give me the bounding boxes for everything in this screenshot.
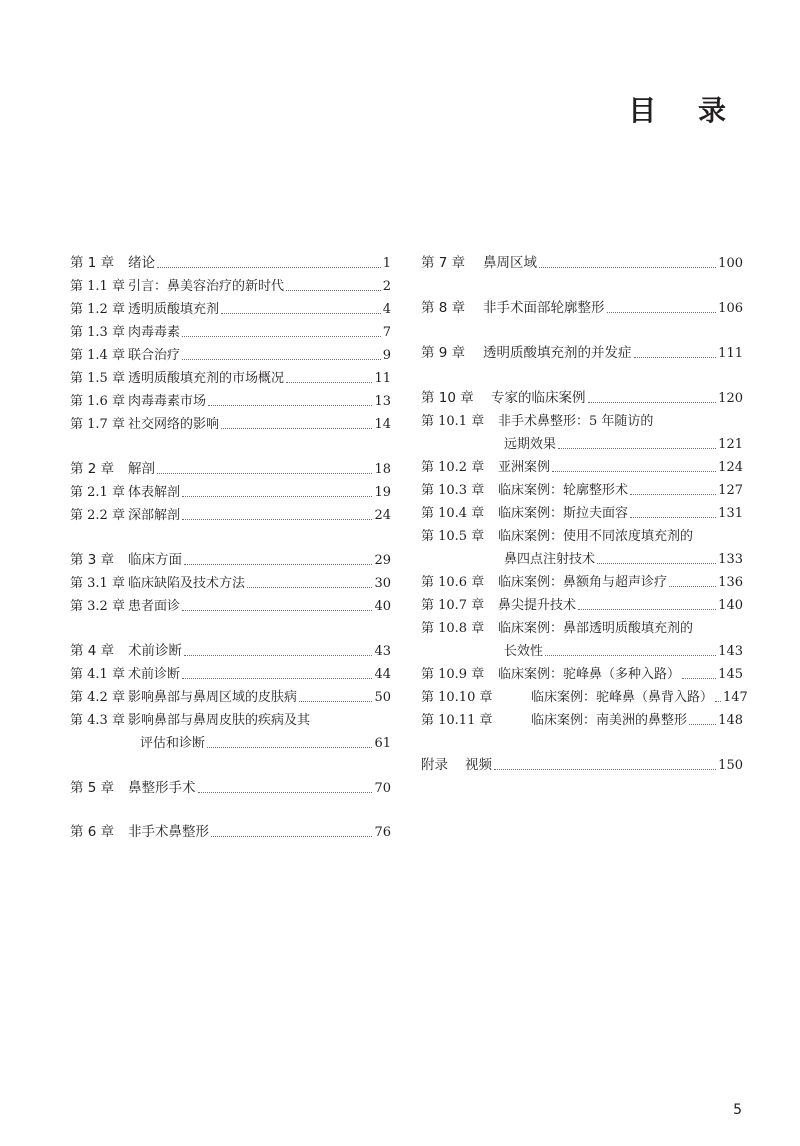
- dot-leader: [715, 701, 721, 702]
- section-title: 联合治疗: [128, 348, 181, 363]
- dot-leader: [286, 382, 372, 383]
- dot-leader: [630, 517, 716, 518]
- section-number: 第 2.2 章: [70, 508, 125, 523]
- toc-entry-chapter-4[interactable]: [70, 640, 391, 663]
- section-number: 第 3.1 章: [70, 576, 125, 591]
- dot-leader: [207, 747, 372, 748]
- section-title-continued: 评估和诊断: [140, 736, 206, 751]
- section-number: 第 10.6 章: [421, 575, 485, 590]
- page-ref: 140: [718, 598, 743, 613]
- toc-entry-appendix[interactable]: [421, 754, 743, 777]
- chapter-number: 第 3 章: [70, 552, 115, 568]
- section-title: 影响鼻部与鼻周皮肤的疾病及其: [128, 713, 311, 728]
- section-number: 第 10.3 章: [421, 483, 485, 498]
- dot-leader: [208, 405, 372, 406]
- chapter-title: 非手术鼻整形: [128, 824, 209, 840]
- toc-entry-section[interactable]: [421, 479, 743, 502]
- dot-leader: [198, 792, 373, 793]
- toc-entry-chapter-3[interactable]: [70, 549, 391, 572]
- dot-leader: [157, 267, 381, 268]
- section-number: 第 1.1 章: [70, 279, 125, 294]
- page-ref: 30: [374, 576, 391, 591]
- toc-entry-section[interactable]: [70, 321, 391, 344]
- appendix-label: 附录: [421, 757, 448, 773]
- toc-entry-continuation[interactable]: [421, 433, 743, 456]
- section-title: 透明质酸填充剂的市场概况: [128, 371, 285, 386]
- toc-entry-section[interactable]: [421, 709, 743, 732]
- dot-leader: [689, 724, 716, 725]
- section-number: 第 10.10 章: [421, 690, 493, 705]
- page-ref: 145: [718, 667, 743, 682]
- toc-entry-section[interactable]: [421, 617, 743, 640]
- page-ref: 7: [382, 325, 391, 340]
- chapter-title: 术前诊断: [128, 643, 182, 659]
- page-ref: 127: [718, 483, 743, 498]
- page-ref: 143: [718, 644, 743, 659]
- page-ref: 50: [374, 690, 391, 705]
- toc-entry-chapter-5[interactable]: [70, 777, 391, 800]
- section-title: 深部解剖: [128, 508, 181, 523]
- toc-entry-chapter-2[interactable]: [70, 458, 391, 481]
- page-ref: 111: [718, 346, 743, 361]
- chapter-number: 第 10 章: [421, 390, 474, 406]
- section-title: 临床案例：鼻额角与超声诊疗: [498, 575, 668, 590]
- chapter-title: 非手术面部轮廓整形: [483, 300, 605, 316]
- section-title: 临床案例：南美洲的鼻整形: [531, 713, 688, 728]
- chapter-title: 解剖: [128, 461, 155, 477]
- dot-leader: [682, 678, 716, 679]
- page-ref: 150: [718, 758, 743, 773]
- section-number: 第 10.8 章: [421, 621, 485, 636]
- section-number: 第 10.7 章: [421, 598, 485, 613]
- toc-entry-section[interactable]: [70, 344, 391, 367]
- toc-entry-chapter-10[interactable]: [421, 387, 743, 410]
- toc-entry-section[interactable]: [70, 595, 391, 618]
- toc-entry-section[interactable]: [70, 709, 391, 732]
- page-ref: 24: [374, 508, 391, 523]
- section-title: 临床案例：斯拉夫面容: [498, 506, 629, 521]
- page-ref: 61: [374, 736, 391, 751]
- chapter-number: 第 8 章: [421, 300, 466, 316]
- section-title: 肉毒毒素市场: [128, 394, 207, 409]
- page-ref: 14: [374, 417, 391, 432]
- section-number: 第 1.3 章: [70, 325, 125, 340]
- toc-entry-section[interactable]: [70, 275, 391, 298]
- section-number: 第 1.5 章: [70, 371, 125, 386]
- chapter-number: 第 9 章: [421, 345, 466, 361]
- page-ref: 9: [382, 348, 391, 363]
- toc-entry-section[interactable]: [70, 298, 391, 321]
- chapter-title: 鼻整形手术: [128, 780, 196, 796]
- section-title-continued: 远期效果: [504, 437, 557, 452]
- chapter-number: 第 2 章: [70, 461, 115, 477]
- dot-leader: [221, 428, 372, 429]
- toc-entry-continuation[interactable]: [421, 640, 743, 663]
- dot-leader: [669, 586, 716, 587]
- section-title: 患者面诊: [128, 599, 181, 614]
- section-number: 第 10.11 章: [421, 713, 493, 728]
- page-ref: 2: [382, 279, 391, 294]
- dot-leader: [494, 769, 716, 770]
- dot-leader: [630, 494, 716, 495]
- section-title: 鼻尖提升技术: [498, 598, 577, 613]
- page-number: 5: [733, 1102, 742, 1118]
- page-ref: 29: [374, 553, 391, 568]
- section-number: 第 1.7 章: [70, 417, 125, 432]
- page-ref: 120: [718, 391, 743, 406]
- section-number: 第 1.6 章: [70, 394, 125, 409]
- page-ref: 40: [374, 599, 391, 614]
- dot-leader: [182, 359, 381, 360]
- section-title: 临床案例：轮廓整形术: [498, 483, 629, 498]
- toc-entry-section[interactable]: [70, 663, 391, 686]
- dot-leader: [182, 610, 372, 611]
- toc-entry-continuation[interactable]: [421, 548, 743, 571]
- dot-leader: [211, 836, 372, 837]
- section-number: 第 10.5 章: [421, 529, 485, 544]
- dot-leader: [182, 678, 372, 679]
- toc-entry-section[interactable]: [70, 504, 391, 527]
- section-number: 第 3.2 章: [70, 599, 125, 614]
- page-ref: 133: [718, 552, 743, 567]
- section-title: 术前诊断: [128, 667, 181, 682]
- section-title: 透明质酸填充剂: [128, 302, 220, 317]
- toc-entry-section[interactable]: [421, 663, 743, 686]
- chapter-title: 鼻周区域: [483, 255, 537, 271]
- section-title: 社交网络的影响: [128, 417, 220, 432]
- section-number: 第 2.1 章: [70, 485, 125, 500]
- chapter-title: 透明质酸填充剂的并发症: [483, 345, 632, 361]
- page-ref: 11: [374, 371, 391, 386]
- section-title: 引言：鼻美容治疗的新时代: [128, 279, 285, 294]
- section-title: 临床案例：驼峰鼻（多种入路）: [498, 667, 681, 682]
- dot-leader: [607, 312, 717, 313]
- appendix-title: 视频: [465, 757, 492, 773]
- toc-entry-section[interactable]: [421, 686, 748, 709]
- section-number: 第 4.3 章: [70, 713, 125, 728]
- section-number: 第 10.1 章: [421, 414, 485, 429]
- dot-leader: [184, 655, 372, 656]
- toc-entry-section[interactable]: [421, 502, 743, 525]
- dot-leader: [184, 564, 372, 565]
- page-ref: 124: [718, 460, 743, 475]
- section-number: 第 4.1 章: [70, 667, 125, 682]
- section-title: 临床案例：驼峰鼻（鼻背入路）: [531, 690, 714, 705]
- chapter-title: 绪论: [128, 255, 155, 271]
- dot-leader: [597, 563, 716, 564]
- toc-entry-section[interactable]: [421, 594, 743, 617]
- dot-leader: [558, 448, 716, 449]
- chapter-number: 第 5 章: [70, 780, 115, 796]
- toc-entry-section[interactable]: [70, 413, 391, 436]
- section-number: 第 10.2 章: [421, 460, 485, 475]
- toc-entry-section[interactable]: [70, 686, 391, 709]
- dot-leader: [634, 357, 717, 358]
- toc-entry-continuation[interactable]: [70, 732, 391, 755]
- dot-leader: [182, 496, 372, 497]
- toc-entry-section[interactable]: [421, 410, 743, 433]
- page-ref: 1: [382, 256, 391, 271]
- toc-entry-chapter-1[interactable]: [70, 252, 391, 275]
- section-title-continued: 鼻四点注射技术: [504, 552, 596, 567]
- chapter-number: 第 6 章: [70, 824, 115, 840]
- section-title: 肉毒毒素: [128, 325, 181, 340]
- page-ref: 76: [374, 825, 391, 840]
- section-title: 非手术鼻整形：5 年随访的: [498, 414, 654, 429]
- page-ref: 136: [718, 575, 743, 590]
- chapter-title: 专家的临床案例: [491, 390, 586, 406]
- section-number: 第 10.4 章: [421, 506, 485, 521]
- toc-right-column: [421, 252, 748, 777]
- chapter-number: 第 4 章: [70, 643, 115, 659]
- section-title: 临床案例：鼻部透明质酸填充剂的: [498, 621, 694, 636]
- toc-entry-section[interactable]: [421, 456, 743, 479]
- dot-leader: [539, 267, 716, 268]
- page-ref: 43: [374, 644, 391, 659]
- chapter-number: 第 1 章: [70, 255, 115, 271]
- page-ref: 18: [374, 462, 391, 477]
- dot-leader: [286, 290, 381, 291]
- chapter-title: 临床方面: [128, 552, 182, 568]
- section-number: 第 4.2 章: [70, 690, 125, 705]
- toc-left-column: [70, 252, 391, 844]
- toc-entry-chapter-6[interactable]: [70, 821, 391, 844]
- toc-entry-section[interactable]: [421, 525, 743, 548]
- toc-entry-section[interactable]: [70, 390, 391, 413]
- page-ref: 147: [723, 690, 748, 705]
- page-ref: 148: [718, 713, 743, 728]
- section-title: 临床缺陷及技术方法: [128, 576, 246, 591]
- dot-leader: [578, 609, 716, 610]
- toc-entry-section[interactable]: [70, 572, 391, 595]
- section-number: 第 1.4 章: [70, 348, 125, 363]
- page-ref: 100: [718, 256, 743, 271]
- toc-entry-chapter-8[interactable]: [421, 297, 743, 320]
- dot-leader: [299, 701, 372, 702]
- page-title: 目 录: [628, 94, 742, 127]
- dot-leader: [182, 336, 381, 337]
- page-ref: 106: [718, 301, 743, 316]
- page-ref: 70: [374, 781, 391, 796]
- page-ref: 121: [718, 437, 743, 452]
- section-title: 体表解剖: [128, 485, 181, 500]
- page-ref: 4: [382, 302, 391, 317]
- toc-entry-section[interactable]: [70, 367, 391, 390]
- section-title: 亚洲案例: [498, 460, 551, 475]
- section-title-continued: 长效性: [504, 644, 544, 659]
- chapter-number: 第 7 章: [421, 255, 466, 271]
- page-ref: 131: [718, 506, 743, 521]
- toc-entry-chapter-7[interactable]: [421, 252, 743, 275]
- toc-entry-chapter-9[interactable]: [421, 342, 743, 365]
- page-ref: 13: [374, 394, 391, 409]
- section-number: 第 1.2 章: [70, 302, 125, 317]
- page-ref: 19: [374, 485, 391, 500]
- dot-leader: [157, 473, 372, 474]
- page-ref: 44: [374, 667, 391, 682]
- section-title: 影响鼻部与鼻周区域的皮肤病: [128, 690, 298, 705]
- toc-entry-section[interactable]: [421, 571, 743, 594]
- dot-leader: [247, 587, 372, 588]
- dot-leader: [221, 313, 381, 314]
- dot-leader: [545, 655, 716, 656]
- dot-leader: [182, 519, 372, 520]
- section-number: 第 10.9 章: [421, 667, 485, 682]
- section-title: 临床案例：使用不同浓度填充剂的: [498, 529, 694, 544]
- toc-entry-section[interactable]: [70, 481, 391, 504]
- dot-leader: [552, 471, 716, 472]
- dot-leader: [588, 402, 717, 403]
